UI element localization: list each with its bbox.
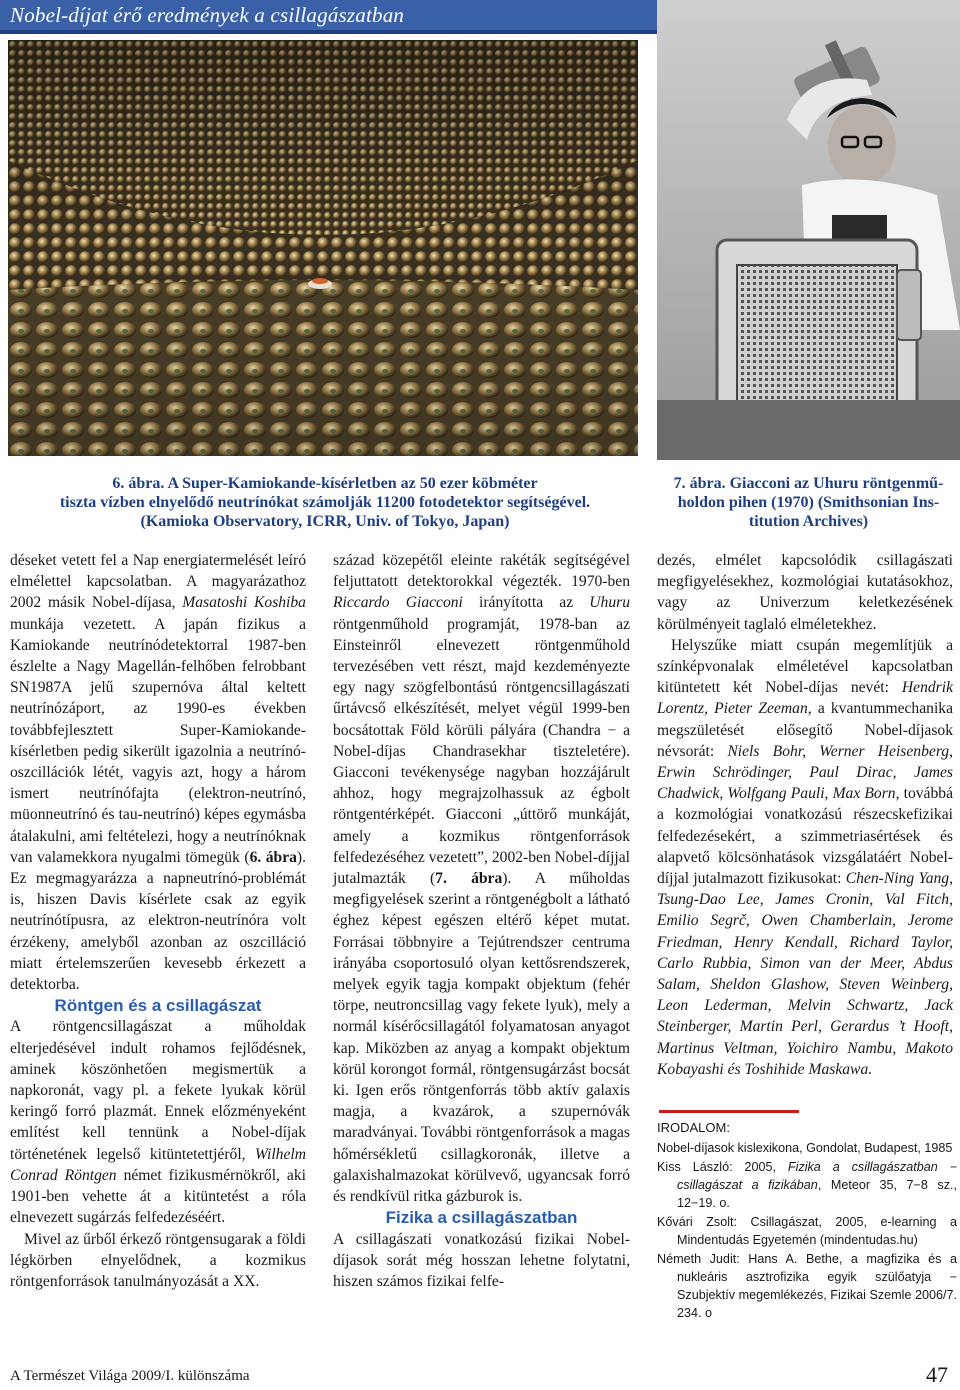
references-block bbox=[657, 1110, 957, 1323]
text-run: Helyszűke miatt csupán megemlítjük a színképvonalak elméletével kapcsolatban kitüntetett két Nobel-díjas nevét: bbox=[657, 636, 953, 697]
references-divider bbox=[659, 1110, 799, 1113]
italic-name: Uhuru bbox=[589, 594, 630, 612]
text-run: , a kvantummechanika megszületését elősegítő Nobel-díjasok névsorát: bbox=[657, 700, 953, 760]
text-run: , Meteor 35, 7−8 sz., 12−19. o. bbox=[677, 1178, 958, 1210]
running-header-title: Nobel-díjat érő eredmények a csillagászatban bbox=[10, 3, 405, 27]
italic-title: Fizika a csillagászatban − csillagászat a fizikában bbox=[677, 1160, 957, 1192]
text-run: Kiss László: 2005, bbox=[657, 1160, 788, 1174]
italic-name: Riccardo Giacconi bbox=[333, 594, 463, 612]
references-heading: IRODALOM: bbox=[657, 1120, 730, 1135]
italic-name: Masatoshi Koshiba bbox=[182, 594, 306, 612]
text-column-2 bbox=[333, 550, 630, 1292]
paragraph: A csillagászati vonatkozású fizikai Nobel-díjasok sorát még hosszan lehetne folytatni, hiszen számos fizikai felfe- bbox=[333, 1230, 630, 1290]
text-run: ). A műholdas megfigyelések szerint a röntgenégbolt a látható éghez képest egészen eltérő képet mutat. Forrásai többnyire a Tejútrendszer centruma irányába csoportosuló olyan kettősrendszerek, melyek egyik tagja kompakt objektum (fehér törpe, neutroncsillag vagy fekete lyuk), mely a normál kísérőcsillagától folyamatosan anyagot kap. Miközben az anyag a kompakt objektum körül korongot formál, röntgensugárzást bocsát ki. Igen erős röntgenforrás több aktív galaxis magja, a kvazárok, a szupernóvák maradványai. További röntgenforrások a magas hőmérsékletű csillagkoronák, illetve a galaxishalmazokat körülvevő, ugyancsak forró és rendkívül ritka gázburok is. bbox=[333, 870, 630, 1206]
text-run: déseket vetett fel a Nap energiatermelését leíró elmélettel kapcsolatban. A magyarázathoz 2002 másik Nobel-díjasa, bbox=[10, 552, 306, 612]
text-run: irányította az bbox=[462, 594, 590, 612]
figure-7-caption-line: holdon pihen (1970) (Smithsonian Ins- bbox=[677, 494, 940, 511]
figure-7-caption bbox=[657, 474, 960, 531]
paragraph: dezés, elmélet kapcsolódik csillagászati megfigyelésekhez, kozmológiai kutatásokhoz, vagy az Univerzum keletkezésének körülményeit taglaló elméletekhez. bbox=[657, 552, 953, 633]
page-number: 47 bbox=[926, 1362, 948, 1387]
giacconi-uhuru-photo bbox=[657, 0, 960, 460]
text-column-1 bbox=[10, 550, 306, 1292]
figure-reference: 7. ábra bbox=[435, 870, 503, 888]
text-run: A röntgencsillagászat a műholdak elterjedésével indult rohamos fejlődésnek, aminek köszönhetően megismertük a napkoronát, vagy pl. a fekete lyukak körül keringő forró plazmát. Ennek előzményeként említést kell tennünk a Nobel-díjak történetének legelső kitüntetettjéről, bbox=[10, 1018, 306, 1163]
text-run: munkája vezetett. A japán fizikus a Kamiokande neutrínódetektorral 1987-ben észlelte a Nagy Magellán-felhőben felrobbant SN1987A jelű szupernóva által keltett neutrínózáport, az 1990-es években továbbfejlesztett Super-Kamiokande-kísérletben pedig sikerült igazolnia a neutrínó-oszcillációk létét, vagyis azt, hogy a három ismert neutrínófajta (elektron-neutrínó, müonneutrínó és tau-neutrínó) képes egymásba átalakulni, ami feltételezi, hogy a neutrínóknak van valamekkora nyugalmi tömegük ( bbox=[10, 615, 306, 866]
text-run: röntgenműhold programját, 1978-ban az Einsteinről elnevezett röntgenműhold tervezésében vett részt, majd kezdeményezte egy nagy szögfelbontású röntgencsillagászati űrtávcső elkészítését, melyet végül 1999-ben bocsátottak Föld körüli pályára (Chandra − a Nobel-díjas Chandrasekhar tiszteletére). Giacconi tevékenysége nagyban hozzájárult ahhoz, hogy megrajzolhassuk az égbolt röntgentérképét. Giacconi „úttörő munkáját, amely a kozmikus röntgenforrások felfedezéséhez vezetett”, 2002-ben Nobel-díjjal jutalmazták ( bbox=[333, 615, 630, 888]
reference-item: Németh Judit: Hans A. Bethe, a magfizika és a nukleáris asztrofizika egyik szülőatyja − Szubjektív megemlékezés, Fizikai Szemle 2006/7. 234. o bbox=[657, 1252, 957, 1320]
text-run: ). Ez megmagyarázza a napneutrínó-problémát is, hiszen Davis kísérlete csak az egyik neutrínótípusra, az elektron-neutrínóra volt érzékeny, amelyből azonban az oszcilláció miatt értelemszerűen kevesebb érkezett a detektorba. bbox=[10, 848, 306, 994]
text-run: továbbá a kozmológiai vonatkozású részecskefizikai felfedezésekért, a szimmetriasértések és alapvető kölcsönhatások vizsgálatáért Nobel-díjjal jutalmazott fizikusokat: bbox=[657, 785, 953, 888]
reference-item: Nobel-díjasok kislexikona, Gondolat, Budapest, 1985 bbox=[657, 1141, 953, 1155]
section-heading-fizika: Fizika a csillagászatban bbox=[385, 1208, 578, 1228]
italic-name: Wilhelm Conrad Röntgen bbox=[10, 1145, 306, 1184]
italic-name: Niels Bohr, Werner Heisenberg, Erwin Schrödinger, Paul Dirac, James Chadwick, Wolfgang Pauli, Max Born, bbox=[657, 742, 953, 803]
footer-publication: A Természet Világa 2009/I. különszáma bbox=[10, 1368, 250, 1384]
paragraph bbox=[10, 1016, 306, 1228]
paragraph bbox=[333, 550, 630, 1207]
figure-reference: 6. ábra bbox=[249, 848, 297, 866]
text-run: német fizikusmérnökről, aki 1901-ben vehette át a kitüntetést a róla elnevezett sugárzás felfedezéséért. bbox=[10, 1166, 306, 1227]
figure-7-caption-line: 7. ábra. Giacconi az Uhuru röntgenmű- bbox=[673, 475, 944, 492]
reference-item bbox=[657, 1158, 957, 1212]
italic-name: Hendrik Lorentz, Pieter Zeeman bbox=[657, 679, 953, 718]
figure-6-caption-line: 6. ábra. A Super-Kamiokande-kísérletben az 50 ezer köbméter bbox=[112, 475, 538, 492]
super-kamiokande-photo bbox=[8, 40, 638, 456]
italic-name: Chen-Ning Yang, Tsung-Dao Lee, James Cronin, Val Fitch, Emilio Segrč, Owen Chamberlain, Jerome Friedman, Henry Kendall, Richard Taylor, Carlo Rubbia, Simon van der Meer, Abdus Salam, Sheldon Glashow, Steven Weinberg, Leon Lederman, Melvin Schwartz, Jack Steinberger, Martin Perl, Gerardus ’t Hooft, Martinus Veltman, Yoichiro Nambu, Makoto Kobayashi és Toshihide Maskawa. bbox=[657, 870, 954, 1078]
reference-item: Kővári Zsolt: Csillagászat, 2005, e-learning a Mindentudás Egyetemén (mindentudas.hu) bbox=[657, 1215, 957, 1247]
figure-6-caption-line: (Kamioka Observatory, ICRR, Univ. of Tokyo, Japan) bbox=[140, 513, 510, 530]
figure-6-caption-line: tiszta vízben elnyelődő neutrínókat számolják 11200 fotodetektor segítségével. bbox=[59, 494, 591, 511]
text-run: század közepétől eleinte rakéták segítségével feljuttatott detektorokkal végezték. 1970-ben bbox=[333, 552, 630, 591]
paragraph bbox=[10, 550, 306, 995]
figure-6-caption bbox=[30, 474, 620, 531]
figure-7-caption-line: titution Archives) bbox=[748, 513, 869, 530]
paragraph bbox=[657, 635, 953, 1080]
text-column-3 bbox=[657, 550, 953, 1080]
section-heading-rontgen: Röntgen és a csillagászat bbox=[54, 996, 262, 1016]
paragraph: Mivel az űrből érkező röntgensugarak a földi légkörben elnyelődnek, a kozmikus röntgenforrások tanulmányozását a XX. bbox=[10, 1230, 306, 1290]
